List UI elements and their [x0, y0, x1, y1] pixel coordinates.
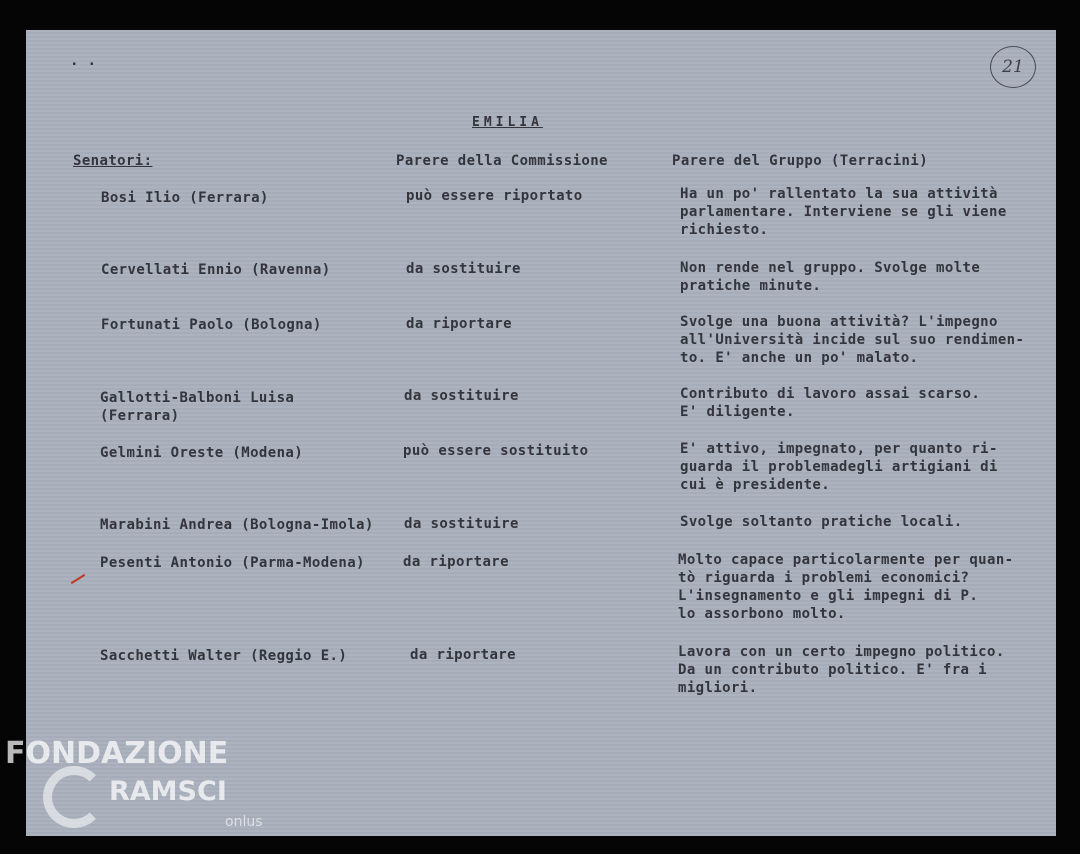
- commission-opinion: da sostituire: [404, 388, 519, 404]
- commission-opinion: da riportare: [406, 316, 512, 332]
- senator-name: Marabini Andrea (Bologna-Imola): [100, 517, 374, 533]
- watermark-line1: FONDAZIONE: [5, 736, 229, 771]
- watermark-line2: RAMSCI: [109, 776, 227, 807]
- group-opinion: Contributo di lavoro assai scarso. E' diligente.: [680, 386, 981, 420]
- document-page: [26, 30, 1056, 836]
- header-group: Parere del Gruppo (Terracini): [672, 153, 929, 169]
- group-opinion: Svolge una buona attività? L'impegno all'Università incide sul suo rendimen- to. E' anche un po' malato.: [680, 314, 1025, 366]
- commission-opinion: da sostituire: [406, 261, 521, 277]
- senator-name: Sacchetti Walter (Reggio E.): [100, 648, 348, 664]
- commission-opinion: può essere riportato: [406, 188, 583, 204]
- group-opinion: Ha un po' rallentato la sua attività parlamentare. Interviene se gli viene richiesto.: [680, 186, 1007, 238]
- group-opinion: Non rende nel gruppo. Svolge molte pratiche minute.: [680, 260, 981, 294]
- watermark-logo: [5, 736, 275, 846]
- commission-opinion: può essere sostituito: [403, 443, 589, 459]
- commission-opinion: da sostituire: [404, 516, 519, 532]
- corner-marks: . .: [70, 53, 97, 69]
- watermark-line3: onlus: [225, 814, 263, 830]
- group-opinion: Svolge soltanto pratiche locali.: [680, 514, 963, 530]
- senator-name: Gelmini Oreste (Modena): [100, 445, 304, 461]
- senator-name: Gallotti-Balboni Luisa (Ferrara): [100, 390, 295, 424]
- commission-opinion: da riportare: [403, 554, 509, 570]
- page-number: 21: [990, 46, 1036, 88]
- header-senators: Senatori:: [73, 153, 153, 169]
- header-commission: Parere della Commissione: [396, 153, 608, 169]
- senator-name: Pesenti Antonio (Parma-Modena): [100, 555, 365, 571]
- commission-opinion: da riportare: [410, 647, 516, 663]
- document-title: EMILIA: [472, 115, 543, 130]
- watermark-g-icon: [43, 766, 105, 828]
- group-opinion: Lavora con un certo impegno politico. Da un contributo politico. E' fra i migliori.: [678, 644, 1005, 696]
- group-opinion: Molto capace particolarmente per quan- tò riguarda i problemi economici? L'insegnamento e gli impegni di P. lo assorbono molto.: [678, 552, 1014, 622]
- group-opinion: E' attivo, impegnato, per quanto ri- guarda il problemadegli artigiani di cui è presidente.: [680, 441, 998, 493]
- senator-name: Fortunati Paolo (Bologna): [101, 317, 322, 333]
- senator-name: Cervellati Ennio (Ravenna): [101, 262, 331, 278]
- senator-name: Bosi Ilio (Ferrara): [101, 190, 269, 206]
